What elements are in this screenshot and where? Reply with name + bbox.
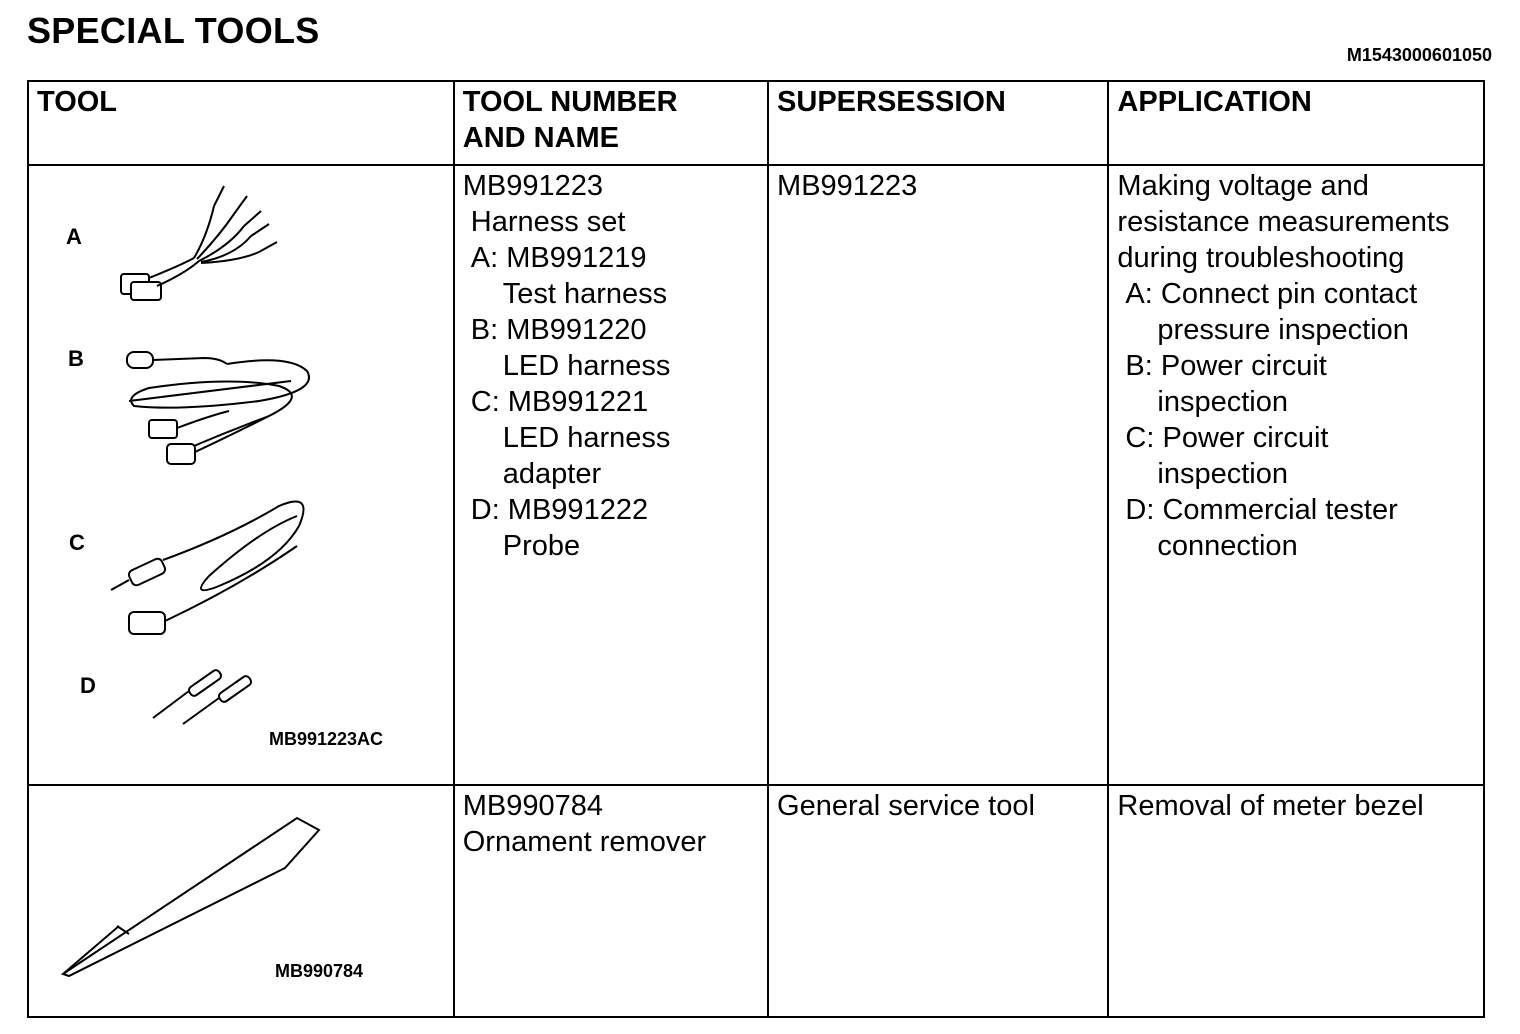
application-line: A: Connect pin contact [1125,278,1418,310]
tool-number-line: B: MB991220 [470,314,647,346]
application-line: inspection [1157,458,1289,490]
figure-code: MB990784 [275,961,364,981]
header-tool-number-line1: TOOL NUMBER [462,86,678,118]
tool-number-line: MB991223 [462,170,604,202]
special-tools-table [27,80,1485,1018]
application-text: Removal of meter bezel [1117,790,1424,822]
figure-label-c: C [69,530,85,555]
supersession-cell [768,785,1108,1017]
tool-number-line: D: MB991222 [470,494,649,526]
figure-code: MB991223AC [269,729,384,749]
probe-drawing [153,669,253,724]
figure-label-a: A [66,224,82,249]
table-row [28,165,1484,785]
figure-label-d: D [80,673,96,698]
tool-number-cell [454,785,768,1017]
application-cell [1108,785,1484,1017]
application-line: B: Power circuit [1125,350,1327,382]
application-line: connection [1157,530,1298,562]
figure-label-b: B [68,346,84,371]
tool-number-line: LED harness [502,422,671,454]
ornament-remover-drawing [63,818,319,976]
tool-number-line: adapter [502,458,602,490]
tool-number-text [455,166,767,564]
application-line: D: Commercial tester [1125,494,1398,526]
ornament-remover-illustration [29,786,453,1016]
supersession-text: MB991223 [777,170,918,202]
tool-figure-cell [28,785,454,1017]
application-text [1109,166,1483,564]
application-line: during troubleshooting [1117,242,1405,274]
tool-number-line: Test harness [502,278,668,310]
document-code: M1543000601050 [1346,45,1492,65]
application-line: C: Power circuit [1125,422,1329,454]
supersession-text: General service tool [777,790,1035,822]
application-line: inspection [1157,386,1289,418]
header-tool-number [454,81,768,165]
supersession-cell [768,165,1108,785]
led-harness-drawing [127,352,309,464]
tool-number-line: Ornament remover [462,826,707,858]
tool-figure-cell [28,165,454,785]
header-tool: TOOL [28,81,454,165]
tool-number-line: C: MB991221 [470,386,649,418]
tool-number-line: A: MB991219 [470,242,647,274]
tool-number-line: MB990784 [462,790,604,822]
ornament-remover-figure [29,786,453,1016]
tool-number-line: Harness set [470,206,626,238]
table-row [28,785,1484,1017]
test-harness-drawing [121,186,277,300]
header-supersession: SUPERSESSION [768,81,1108,165]
led-harness-adapter-drawing [111,502,304,635]
harness-set-figure [29,166,453,784]
tool-number-line: Probe [502,530,581,562]
tool-number-text [455,786,767,860]
header-application: APPLICATION [1108,81,1484,165]
header-tool-number-line2: AND NAME [462,122,620,154]
application-line: resistance measurements [1117,206,1450,238]
application-line: pressure inspection [1157,314,1409,346]
tool-number-line: LED harness [502,350,671,382]
page-title: SPECIAL TOOLS [27,10,320,51]
tool-number-cell [454,165,768,785]
application-cell [1108,165,1484,785]
application-line: Making voltage and [1117,170,1369,202]
table-header-row [28,81,1484,165]
